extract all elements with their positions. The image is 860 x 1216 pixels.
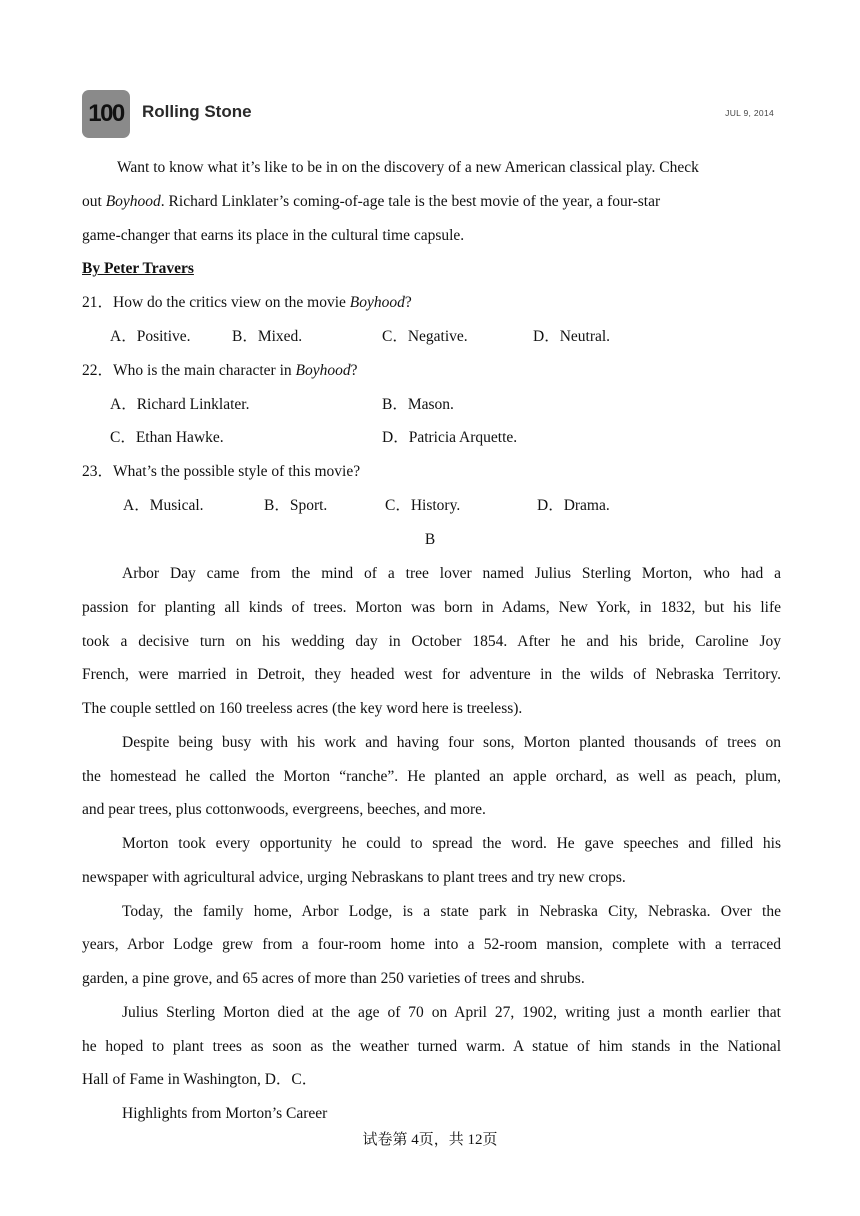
question-number: 23．	[82, 463, 114, 480]
highlights-heading: Highlights from Morton’s Career	[122, 1105, 328, 1122]
rolling-stone-header	[82, 90, 774, 140]
option-d[interactable]: D．Patricia Arquette.	[382, 429, 518, 446]
option-a[interactable]: A．Richard Linklater.	[110, 396, 250, 413]
option-c[interactable]: C．Negative.	[382, 328, 468, 345]
movie-title: Boyhood	[349, 294, 405, 311]
paragraph-line: The couple settled on 160 treeless acres (the key word here is treeless).	[82, 700, 523, 717]
paragraph-line: Arbor Day came from the mind of a tree lover named Julius Sterling Morton, who had a	[122, 565, 781, 582]
paragraph-line: Despite being busy with his work and having four sons, Morton planted thousands of trees on	[122, 734, 781, 751]
publish-date: JUL 9, 2014	[725, 108, 774, 118]
intro-line-1: Want to know what it’s like to be in on the discovery of a new American classical play. Check	[117, 159, 699, 176]
question-text: ?	[350, 362, 358, 379]
option-c[interactable]: C．History.	[385, 497, 461, 514]
question-22	[82, 361, 358, 381]
option-d[interactable]: D．Drama.	[537, 497, 610, 514]
paragraph-line: Morton took every opportunity he could to spread the word. He gave speeches and filled his	[122, 835, 781, 852]
question-text: What’s the possible style of this movie?	[113, 463, 361, 480]
question-23	[82, 462, 360, 482]
paragraph-line: passion for planting all kinds of trees. Morton was born in Adams, New York, in 1832, but his life	[82, 599, 781, 616]
option-b[interactable]: B．Mixed.	[232, 328, 303, 345]
paragraph-line: years, Arbor Lodge grew from a four-room home into a 52-room mansion, complete with a terraced	[82, 936, 781, 953]
paragraph-line: Today, the family home, Arbor Lodge, is a state park in Nebraska City, Nebraska. Over the	[122, 903, 781, 920]
question-text: ?	[404, 294, 412, 311]
page-footer: 试卷第 4页，共 12页	[362, 1132, 498, 1148]
brand-name: Rolling Stone	[142, 102, 252, 121]
paragraph-line: the homestead he called the Morton “ranche”. He planted an apple orchard, as well as peach, plum,	[82, 768, 781, 785]
intro-text: out	[82, 193, 106, 210]
movie-title: Boyhood	[295, 362, 351, 379]
option-a[interactable]: A．Musical.	[123, 497, 204, 514]
option-b[interactable]: B．Mason.	[382, 396, 454, 413]
paragraph-line: Hall of Fame in Washington, D．C．	[82, 1071, 318, 1088]
paragraph-line: newspaper with agricultural advice, urging Nebraskans to plant trees and try new crops.	[82, 869, 626, 886]
question-number: 22．	[82, 362, 114, 379]
option-a[interactable]: A．Positive.	[110, 328, 191, 345]
option-d[interactable]: D．Neutral.	[533, 328, 611, 345]
paragraph-line: and pear trees, plus cottonwoods, evergreens, beeches, and more.	[82, 801, 486, 818]
paragraph-line: garden, a pine grove, and 65 acres of more than 250 varieties of trees and shrubs.	[82, 970, 585, 987]
intro-line-2	[82, 192, 660, 212]
section-label: B	[424, 531, 436, 548]
paragraph-line: Julius Sterling Morton died at the age of 70 on April 27, 1902, writing just a month earlier that	[122, 1004, 781, 1021]
paragraph-line: he hoped to plant trees as soon as the weather turned warm. A statue of him stands in the National	[82, 1038, 781, 1055]
question-number: 21．	[82, 294, 114, 311]
question-text: How do the critics view on the movie	[113, 294, 350, 311]
paragraph-line: took a decisive turn on his wedding day in October 1854. After he and his bride, Caroline Joy	[82, 633, 781, 650]
rank-badge: 100	[82, 90, 130, 138]
intro-text: . Richard Linklater’s coming-of-age tale is the best movie of the year, a four-star	[160, 193, 661, 210]
movie-title: Boyhood	[105, 193, 161, 210]
author-byline: By Peter Travers	[82, 260, 194, 277]
question-21	[82, 293, 412, 313]
option-b[interactable]: B．Sport.	[264, 497, 328, 514]
paragraph-line: French, were married in Detroit, they headed west for adventure in the wilds of Nebraska Territory.	[82, 666, 781, 683]
option-c[interactable]: C．Ethan Hawke.	[110, 429, 224, 446]
intro-line-3: game-changer that earns its place in the cultural time capsule.	[82, 227, 465, 244]
question-text: Who is the main character in	[113, 362, 296, 379]
